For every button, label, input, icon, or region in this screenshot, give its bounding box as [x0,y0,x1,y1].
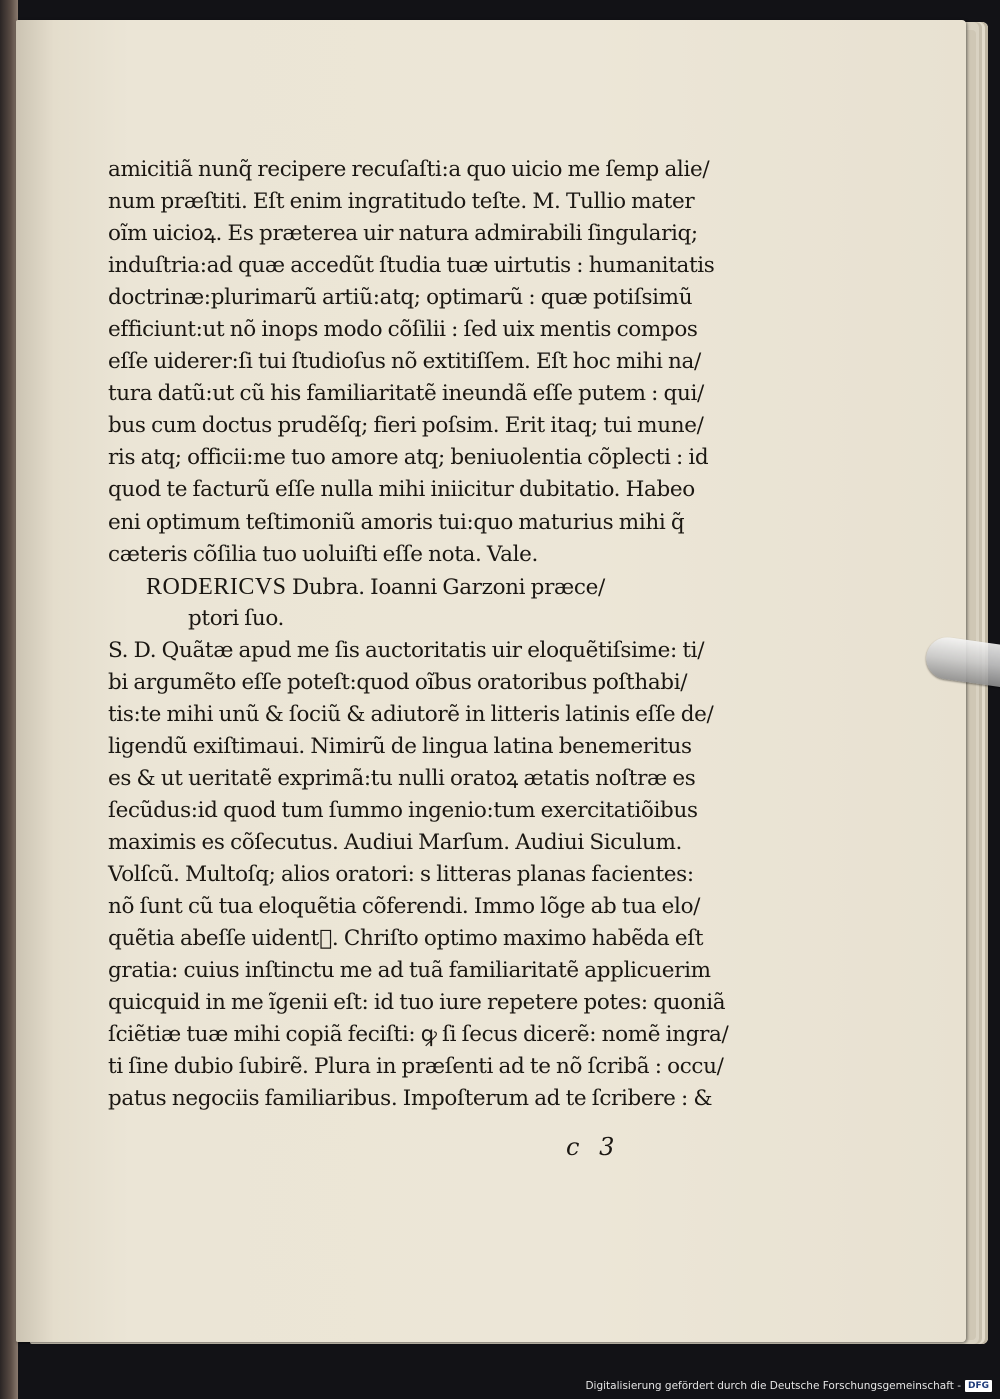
text-line: amicitiã nunq̃ recipere recuſaſti:a quo uicio me ſemp alie/ [108,157,710,182]
letter-line: ti ſine dubio ſubirẽ. Plura in præſenti ad te nõ ſcribã : occu/ [108,1054,724,1080]
letter-line: bi argumẽto eſſe poteſt:quod oĩbus oratoribus poſthabi/ [108,669,688,695]
text-line: eſſe uiderer:ſi tui ſtudioſus nõ extitiſſem. Eſt hoc mihi na/ [108,349,701,375]
text-line: doctrinæ:plurimarũ artiũ:atq; optimarũ : quæ potiſsimũ [108,285,693,311]
letter-line: Volſcũ. Multoſq; alios oratori: s litteras planas facientes: [108,862,694,888]
footer-text: Digitalisierung gefördert durch die Deutsche Forschungsgemeinschaft - [585,1380,961,1392]
text-line: ris atq; officii:me tuo amore atq; beniuolentia cõplecti : id [108,445,709,471]
dfg-logo: DFG [965,1380,992,1392]
letter-line: nõ ſunt cũ tua eloquẽtia cõferendi. Immo lõge ab tua elo/ [108,894,701,920]
text-line: bus cum doctus prudẽſq; fieri poſsim. Erit itaq; tui mune/ [108,413,704,439]
letter-line: quẽtia abeſſe uidentᷓ. Chriſto optimo maximo habẽda eſt [108,926,704,952]
footer-credit [585,1379,992,1393]
letter-line: S. D. Quãtæ apud me ſis auctoritatis uir eloquẽtiſsime: ti/ [108,637,705,663]
letter-line: tis:te mihi unũ & ſociũ & adiutorẽ in litteris latinis eſſe de/ [108,701,714,727]
letter-line: es & ut ueritatẽ exprimã:tu nulli oratoꝝ ætatis noſtræ es [108,765,696,791]
letter-line: gratia: cuius inſtinctu me ad tuã familiaritatẽ applicuerim [108,958,711,984]
letter-heading [108,571,738,603]
letter-line: patus negociis familiaribus. Impoſterum ad te ſcribere : & [108,1086,713,1112]
letter-line: quicquid in me ĩgenii eſt: id tuo iure repetere potes: quoniã [108,990,726,1016]
text-line: quod te facturũ eſſe nulla mihi iniicitur dubitatio. Habeo [108,477,695,503]
printed-text-block [108,154,738,1115]
heading-rest: Dubra. Ioanni Garzoni præce/ [292,574,605,600]
text-line: oĩm uicioꝝ. Es præterea uir natura admirabili ſingulariq; [108,221,698,247]
text-line: cæteris cõſilia tuo uoluiſti eſſe nota. Vale. [108,541,538,567]
signature-mark: c 3 [566,1133,621,1161]
letter-line: ſciẽtiæ tuæ mihi copiã feciſti: ꝙ ſi ſecus dicerẽ: nomẽ ingra/ [108,1022,729,1048]
heading-name: RODERICVS [146,573,287,600]
book-page [16,20,966,1342]
text-line: induſtria:ad quæ accedũt ſtudia tuæ uirtutis : humanitatis [108,253,715,279]
text-line: num præſtiti. Eſt enim ingratitudo teſte. M. Tullio mater [108,189,695,215]
letter-line: ligendũ exiſtimaui. Nimirũ de lingua latina benemeritus [108,733,692,759]
text-line: efficiunt:ut nõ inops modo cõſilii : ſed uix mentis compos [108,317,698,343]
letter-line: maximis es cõſecutus. Audiui Marſum. Audiui Siculum. [108,829,683,855]
heading-continuation: ptori ſuo. [188,605,285,631]
letter-line: ſecũdus:id quod tum ſummo ingenio:tum exercitatiõibus [108,797,698,823]
text-line: eni optimum teſtimoniũ amoris tui:quo maturius mihi q̃ [108,509,685,535]
text-line: tura datũ:ut cũ his familiaritatẽ ineundã eſſe putem : qui/ [108,381,704,407]
